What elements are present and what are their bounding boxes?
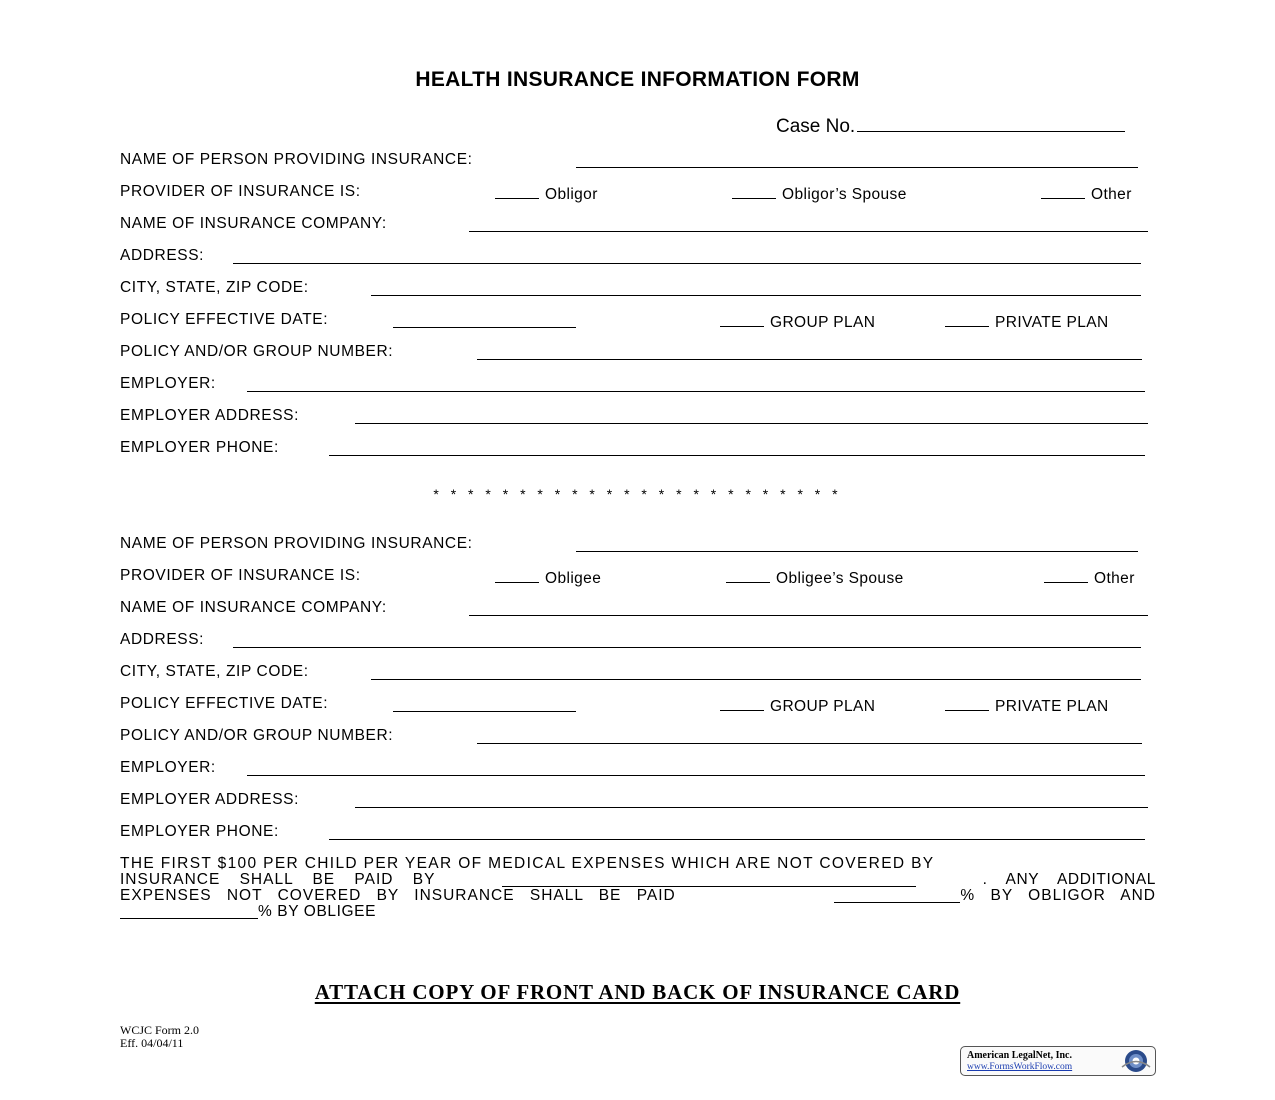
s2-policy-row (120, 727, 1148, 749)
s2-person-label: NAME OF PERSON PROVIDING INSURANCE: (120, 535, 473, 552)
s2-private-plan: PRIVATE PLAN (945, 695, 1109, 716)
vendor-name: American LegalNet, Inc. (967, 1050, 1072, 1061)
s1-company-field[interactable] (469, 215, 1148, 232)
s2-address-row (120, 631, 1148, 653)
s2-employer-label: EMPLOYER: (120, 759, 216, 776)
s2-option-obligee: Obligee (495, 567, 601, 588)
s1-provider-label: PROVIDER OF INSURANCE IS: (120, 183, 361, 200)
s2-address-label: ADDRESS: (120, 631, 205, 648)
expenses-paragraph (120, 856, 1156, 920)
s2-provider-row (120, 567, 1148, 589)
s2-employer-field[interactable] (247, 759, 1145, 776)
s1-person-label: NAME OF PERSON PROVIDING INSURANCE: (120, 151, 473, 168)
s1-employer-phone-field[interactable] (329, 439, 1145, 456)
s2-option-other: Other (1044, 567, 1135, 588)
s2-employer-address-label: EMPLOYER ADDRESS: (120, 791, 300, 808)
expenses-line-3: EXPENSES NOT COVERED BY INSURANCE SHALL BE PAID % BY OBLIGOR AND (120, 887, 1156, 904)
s1-effective-row (120, 311, 1148, 333)
s1-obligor-blank[interactable] (495, 183, 539, 199)
s2-person-field[interactable] (576, 535, 1138, 552)
vendor-badge[interactable] (960, 1046, 1156, 1076)
s1-policy-row (120, 343, 1148, 365)
s1-employer-address-field[interactable] (355, 407, 1148, 424)
vendor-link[interactable]: www.FormsWorkFlow.com (967, 1062, 1073, 1072)
s2-person-row (120, 535, 1148, 557)
obligor-percent-field[interactable] (834, 888, 960, 903)
case-number (776, 112, 1125, 138)
s2-city-row (120, 663, 1148, 685)
s1-city-field[interactable] (371, 279, 1141, 296)
s2-employer-address-row (120, 791, 1148, 813)
s1-employer-phone-row (120, 439, 1148, 461)
s1-option-obligor-spouse: Obligor’s Spouse (732, 183, 907, 204)
s2-obligee-spouse-blank[interactable] (726, 567, 770, 583)
s1-company-row (120, 215, 1148, 237)
s1-address-label: ADDRESS: (120, 247, 205, 264)
s1-group-plan-blank[interactable] (720, 311, 764, 327)
s2-employer-address-field[interactable] (355, 791, 1148, 808)
paid-by-field[interactable] (502, 872, 916, 887)
s1-option-obligor: Obligor (495, 183, 598, 204)
s2-employer-phone-label: EMPLOYER PHONE: (120, 823, 279, 840)
s1-city-row (120, 279, 1148, 301)
obligee-percent-field[interactable] (120, 904, 258, 919)
s1-address-field[interactable] (233, 247, 1141, 264)
s1-city-label: CITY, STATE, ZIP CODE: (120, 279, 309, 296)
s1-private-plan-blank[interactable] (945, 311, 989, 327)
s1-employer-field[interactable] (247, 375, 1145, 392)
s1-policy-label: POLICY AND/OR GROUP NUMBER: (120, 343, 394, 360)
s1-other-blank[interactable] (1041, 183, 1085, 199)
s1-employer-address-label: EMPLOYER ADDRESS: (120, 407, 300, 424)
s2-other-blank[interactable] (1044, 567, 1088, 583)
form-effective-date: Eff. 04/04/11 (120, 1036, 184, 1050)
s2-employer-phone-field[interactable] (329, 823, 1145, 840)
s2-private-plan-blank[interactable] (945, 695, 989, 711)
s1-effective-label: POLICY EFFECTIVE DATE: (120, 311, 329, 328)
s1-company-label: NAME OF INSURANCE COMPANY: (120, 215, 387, 232)
s2-company-field[interactable] (469, 599, 1148, 616)
s2-policy-field[interactable] (477, 727, 1142, 744)
case-number-label: Case No. (776, 116, 856, 137)
s1-address-row (120, 247, 1148, 269)
s1-provider-row (120, 183, 1148, 205)
s2-policy-label: POLICY AND/OR GROUP NUMBER: (120, 727, 394, 744)
s1-group-plan: GROUP PLAN (720, 311, 875, 332)
s2-obligee-blank[interactable] (495, 567, 539, 583)
s2-city-label: CITY, STATE, ZIP CODE: (120, 663, 309, 680)
s1-effective-field[interactable] (393, 311, 576, 328)
s1-employer-phone-label: EMPLOYER PHONE: (120, 439, 279, 456)
s1-obligor-spouse-blank[interactable] (732, 183, 776, 199)
expenses-line-4: % BY OBLIGEE (120, 904, 1156, 920)
s2-employer-row (120, 759, 1148, 781)
s1-person-row (120, 151, 1148, 173)
s2-option-obligee-spouse: Obligee’s Spouse (726, 567, 904, 588)
s2-effective-label: POLICY EFFECTIVE DATE: (120, 695, 329, 712)
case-number-field[interactable] (857, 112, 1125, 132)
form-identifier (120, 1024, 199, 1050)
section-separator: * * * * * * * * * * * * * * * * * * * * * * * * (433, 486, 842, 502)
s1-policy-field[interactable] (477, 343, 1142, 360)
s2-company-label: NAME OF INSURANCE COMPANY: (120, 599, 387, 616)
page-title: HEALTH INSURANCE INFORMATION FORM (415, 68, 860, 91)
expenses-line-1: THE FIRST $100 PER CHILD PER YEAR OF MEDICAL EXPENSES WHICH ARE NOT COVERED BY (120, 855, 935, 872)
s1-employer-row (120, 375, 1148, 397)
s2-provider-label: PROVIDER OF INSURANCE IS: (120, 567, 361, 584)
s2-effective-field[interactable] (393, 695, 576, 712)
s1-option-other: Other (1041, 183, 1132, 204)
s2-city-field[interactable] (371, 663, 1141, 680)
s2-address-field[interactable] (233, 631, 1141, 648)
expenses-line-2: INSURANCE SHALL BE PAID BY . ANY ADDITIONAL (120, 871, 1156, 888)
attach-card-notice: ATTACH COPY OF FRONT AND BACK OF INSURANCE CARD (314, 980, 961, 1004)
vendor-logo-icon (1119, 1048, 1153, 1074)
s1-employer-label: EMPLOYER: (120, 375, 216, 392)
s2-group-plan: GROUP PLAN (720, 695, 875, 716)
form-number: WCJC Form 2.0 (120, 1023, 200, 1037)
s1-person-field[interactable] (576, 151, 1138, 168)
s2-group-plan-blank[interactable] (720, 695, 764, 711)
s2-effective-row (120, 695, 1148, 717)
s1-employer-address-row (120, 407, 1148, 429)
s1-private-plan: PRIVATE PLAN (945, 311, 1109, 332)
s2-employer-phone-row (120, 823, 1148, 845)
s2-company-row (120, 599, 1148, 621)
